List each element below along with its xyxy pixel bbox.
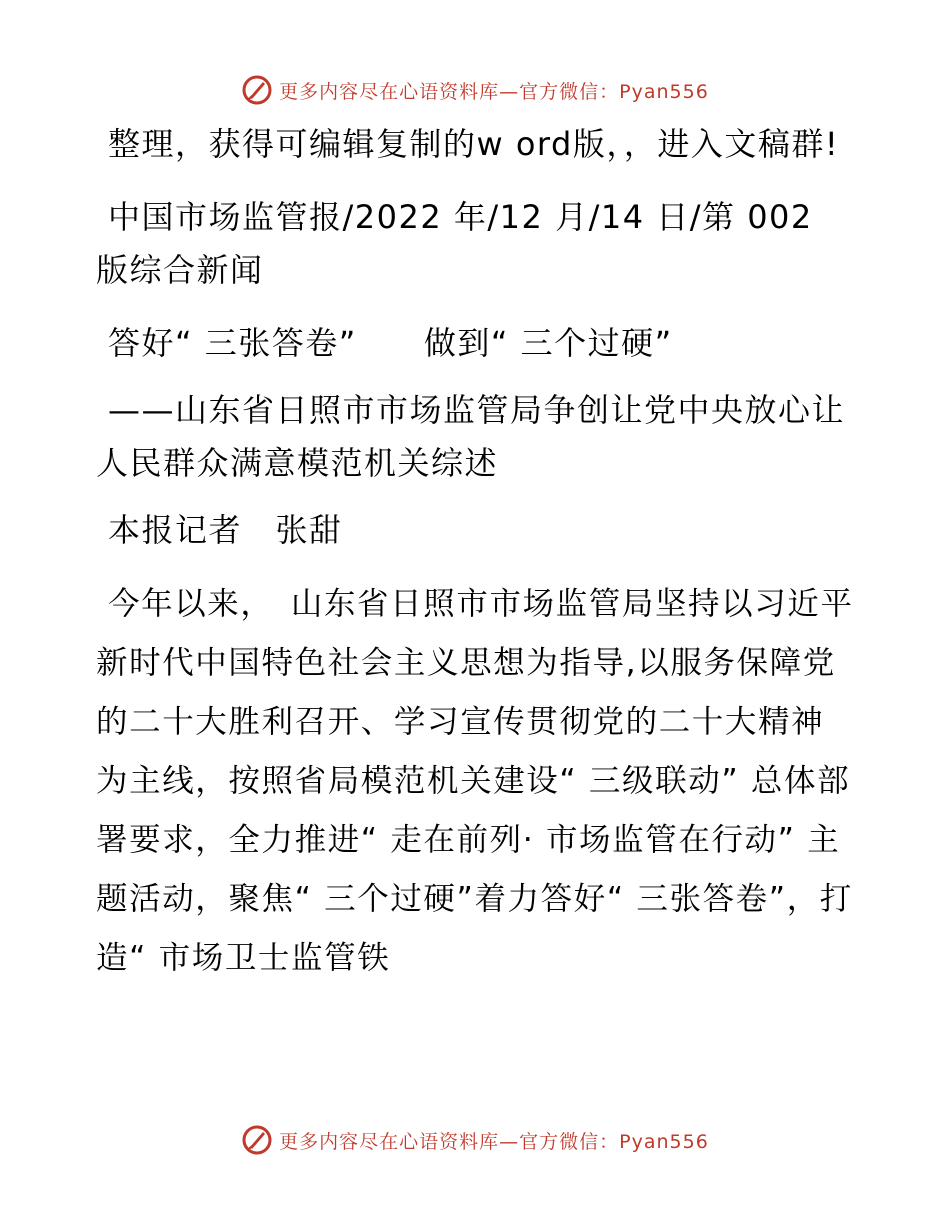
watermark-contact: 官方微信：Pyan556 [519, 80, 709, 103]
source-line: 中国市场监管报/2022 年/12 月/14 日/第 002 版综合新闻 [96, 198, 813, 289]
quill-logo-icon [241, 1124, 273, 1156]
watermark-contact: 官方微信：Pyan556 [519, 1130, 709, 1153]
watermark-separator: — [499, 80, 520, 103]
intro-paragraph: 整理，获得可编辑复制的w ord版，，进入文稿群! [108, 125, 840, 163]
watermark-site: 更多内容尽在心语资料库 [279, 1130, 500, 1153]
quill-logo-icon [241, 74, 273, 106]
watermark-footer [0, 1120, 950, 1160]
watermark-site: 更多内容尽在心语资料库 [279, 80, 500, 103]
watermark-text [279, 1127, 709, 1154]
headline: 答好“ 三张答卷” 做到“ 三个过硬” [108, 324, 673, 362]
watermark-separator: — [499, 1130, 520, 1153]
watermark-text [279, 77, 709, 104]
article-body: 今年以来， 山东省日照市市场监管局坚持以习近平新时代中国特色社会主义思想为指导,以服务保障党的二十大胜利召开、学习宣传贯彻党的二十大精神为主线，按照省局模范机关建设“ 三级联动” 总体部署要求，全力推进“ 走在前列· 市场监管在行动” 主题活动，聚焦“ 三个过硬”着力答好“ 三张答卷”，打造“ 市场卫士监管铁 [96, 586, 854, 976]
byline: 本报记者 张甜 [108, 511, 343, 549]
subheadline: ——山东省日照市市场监管局争创让党中央放心让人民群众满意模范机关综述 [96, 391, 846, 482]
watermark-header [0, 70, 950, 110]
document-body [96, 118, 856, 988]
